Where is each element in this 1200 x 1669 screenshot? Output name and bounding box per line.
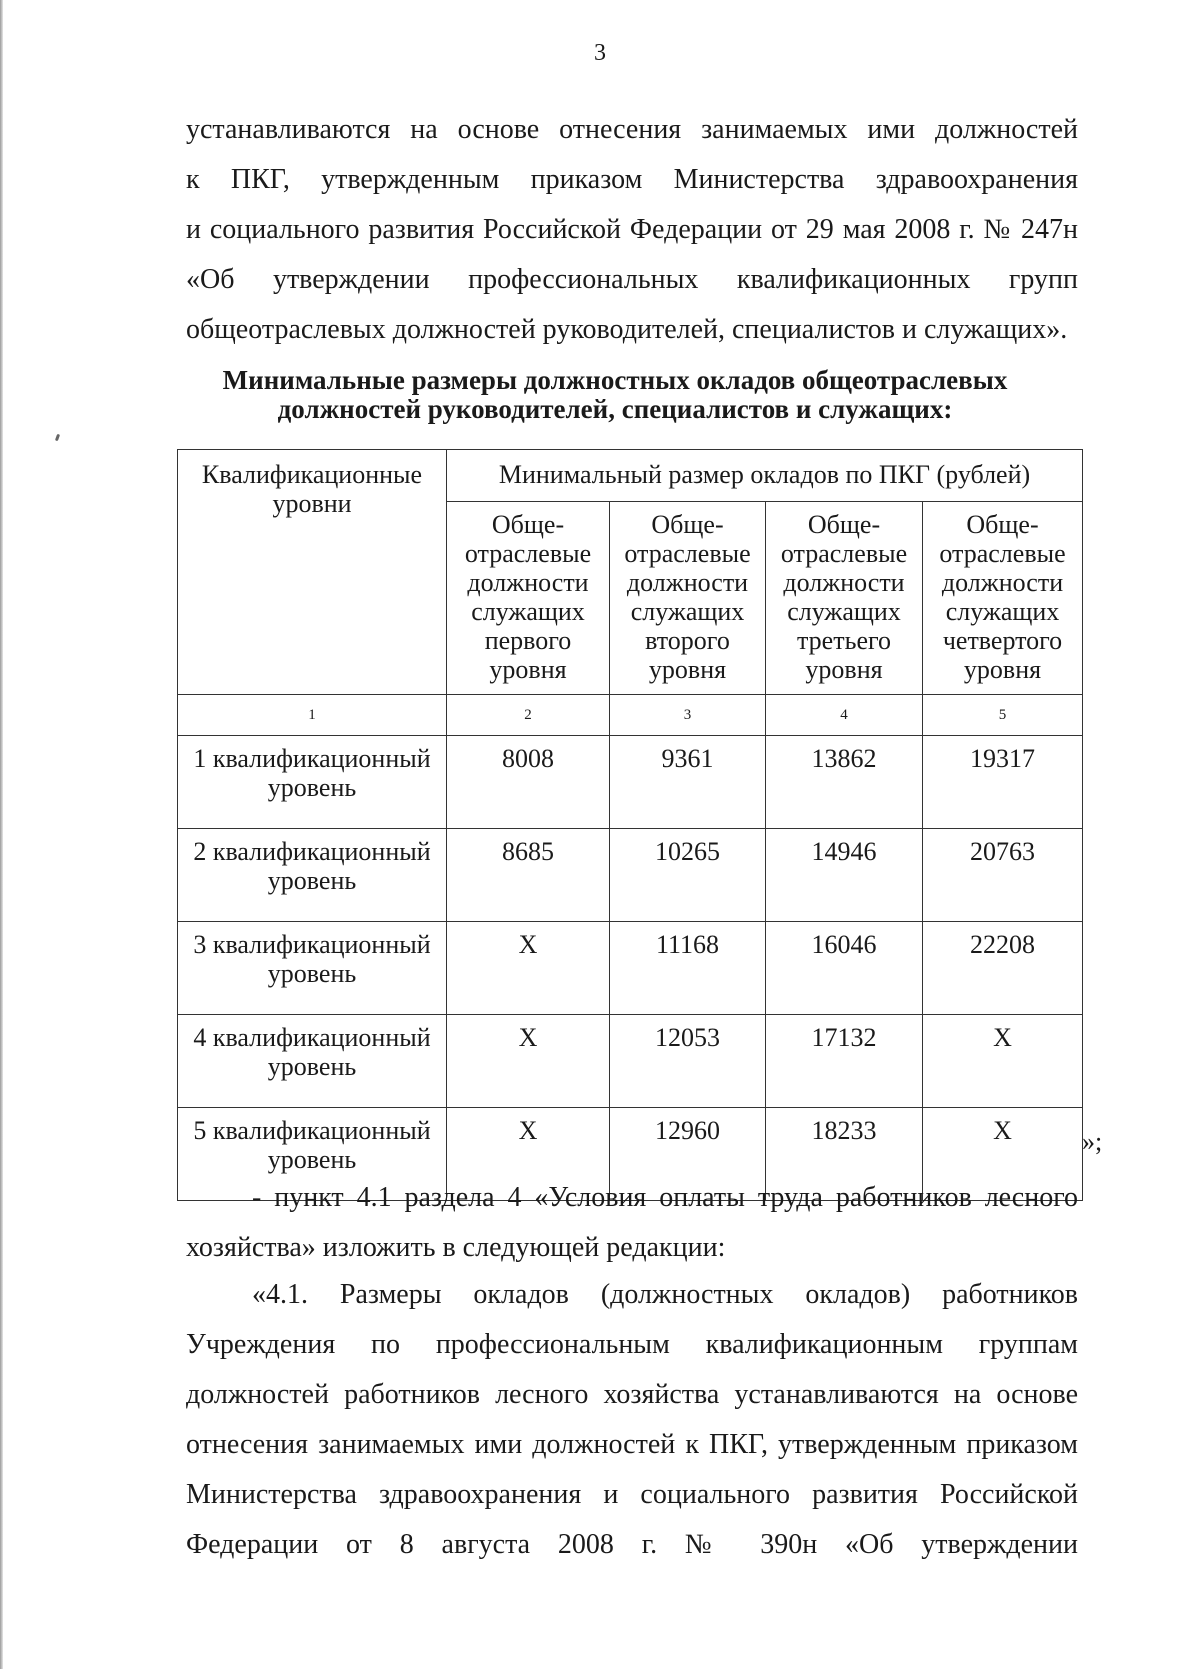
value-cell: 8008 — [447, 736, 610, 829]
table-row — [178, 1015, 1083, 1108]
value-cell: 16046 — [766, 922, 923, 1015]
level-cell: 3 квалификационный уровень — [178, 922, 447, 1015]
value-cell: Х — [923, 1015, 1083, 1108]
text-line: и социального развития Российской Федерации от 29 мая 2008 г. № 247н — [186, 214, 1078, 245]
value-cell: 10265 — [610, 829, 766, 922]
table-row — [178, 922, 1083, 1015]
scan-edge — [0, 0, 3, 1669]
header-column-2: Обще-отраслевые должности служащих второго уровня — [610, 502, 766, 695]
value-cell: 9361 — [610, 736, 766, 829]
table-title — [150, 366, 1080, 424]
column-number: 5 — [923, 695, 1083, 736]
value-cell: 20763 — [923, 829, 1083, 922]
closing-quote: »; — [1082, 1127, 1103, 1156]
value-cell: Х — [447, 922, 610, 1015]
clause-paragraph — [186, 1270, 1078, 1570]
header-min-salary: Минимальный размер окладов по ПКГ (рублей) — [447, 450, 1083, 502]
value-cell: 12960 — [610, 1108, 766, 1201]
text-line: Федерации от 8 августа 2008 г. № 390н «Об утверждении — [186, 1529, 1078, 1560]
header-qualification-levels: Квалификационные уровни — [178, 450, 447, 695]
intro-paragraph — [186, 105, 1078, 355]
text-line: - пункт 4.1 раздела 4 «Условия оплаты труда работников лесного — [252, 1182, 1078, 1213]
column-number: 2 — [447, 695, 610, 736]
value-cell: Х — [923, 1108, 1083, 1201]
level-cell: 5 квалификационный уровень — [178, 1108, 447, 1201]
text-line: отнесения занимаемых ими должностей к ПКГ, утвержденным приказом — [186, 1429, 1078, 1460]
column-number: 3 — [610, 695, 766, 736]
value-cell: Х — [447, 1108, 610, 1201]
page-number: 3 — [594, 40, 606, 66]
header-column-4: Обще-отраслевые должности служащих четвертого уровня — [923, 502, 1083, 695]
header-column-3: Обще-отраслевые должности служащих третьего уровня — [766, 502, 923, 695]
table-row — [178, 736, 1083, 829]
text-line: Министерства здравоохранения и социального развития Российской — [186, 1479, 1078, 1510]
value-cell: 19317 — [923, 736, 1083, 829]
value-cell: 11168 — [610, 922, 766, 1015]
text-line: должностей работников лесного хозяйства устанавливаются на основе — [186, 1379, 1078, 1410]
salary-table — [177, 449, 1083, 1201]
text-line: к ПКГ, утвержденным приказом Министерства здравоохранения — [186, 164, 1078, 195]
table-row — [178, 829, 1083, 922]
column-number-row — [178, 695, 1083, 736]
value-cell: Х — [447, 1015, 610, 1108]
value-cell: 22208 — [923, 922, 1083, 1015]
value-cell: 14946 — [766, 829, 923, 922]
value-cell: 18233 — [766, 1108, 923, 1201]
text-line: общеотраслевых должностей руководителей, специалистов и служащих». — [186, 314, 1068, 345]
text-line: устанавливаются на основе отнесения занимаемых ими должностей — [186, 114, 1078, 145]
value-cell: 12053 — [610, 1015, 766, 1108]
table-title-line: должностей руководителей, специалистов и служащих: — [277, 394, 953, 424]
level-cell: 1 квалификационный уровень — [178, 736, 447, 829]
text-line: «4.1. Размеры окладов (должностных окладов) работников — [252, 1279, 1078, 1310]
scan-speck — [55, 434, 60, 442]
table-title-line: Минимальные размеры должностных окладов общеотраслевых — [222, 365, 1008, 395]
column-number: 1 — [178, 695, 447, 736]
level-cell: 2 квалификационный уровень — [178, 829, 447, 922]
value-cell: 17132 — [766, 1015, 923, 1108]
item-paragraph — [186, 1173, 1078, 1273]
text-line: «Об утверждении профессиональных квалификационных групп — [186, 264, 1078, 295]
value-cell: 13862 — [766, 736, 923, 829]
column-number: 4 — [766, 695, 923, 736]
header-column-1: Обще-отраслевые должности служащих первого уровня — [447, 502, 610, 695]
value-cell: 8685 — [447, 829, 610, 922]
level-cell: 4 квалификационный уровень — [178, 1015, 447, 1108]
text-line: хозяйства» изложить в следующей редакции: — [186, 1232, 726, 1263]
text-line: Учреждения по профессиональным квалификационным группам — [186, 1329, 1078, 1360]
